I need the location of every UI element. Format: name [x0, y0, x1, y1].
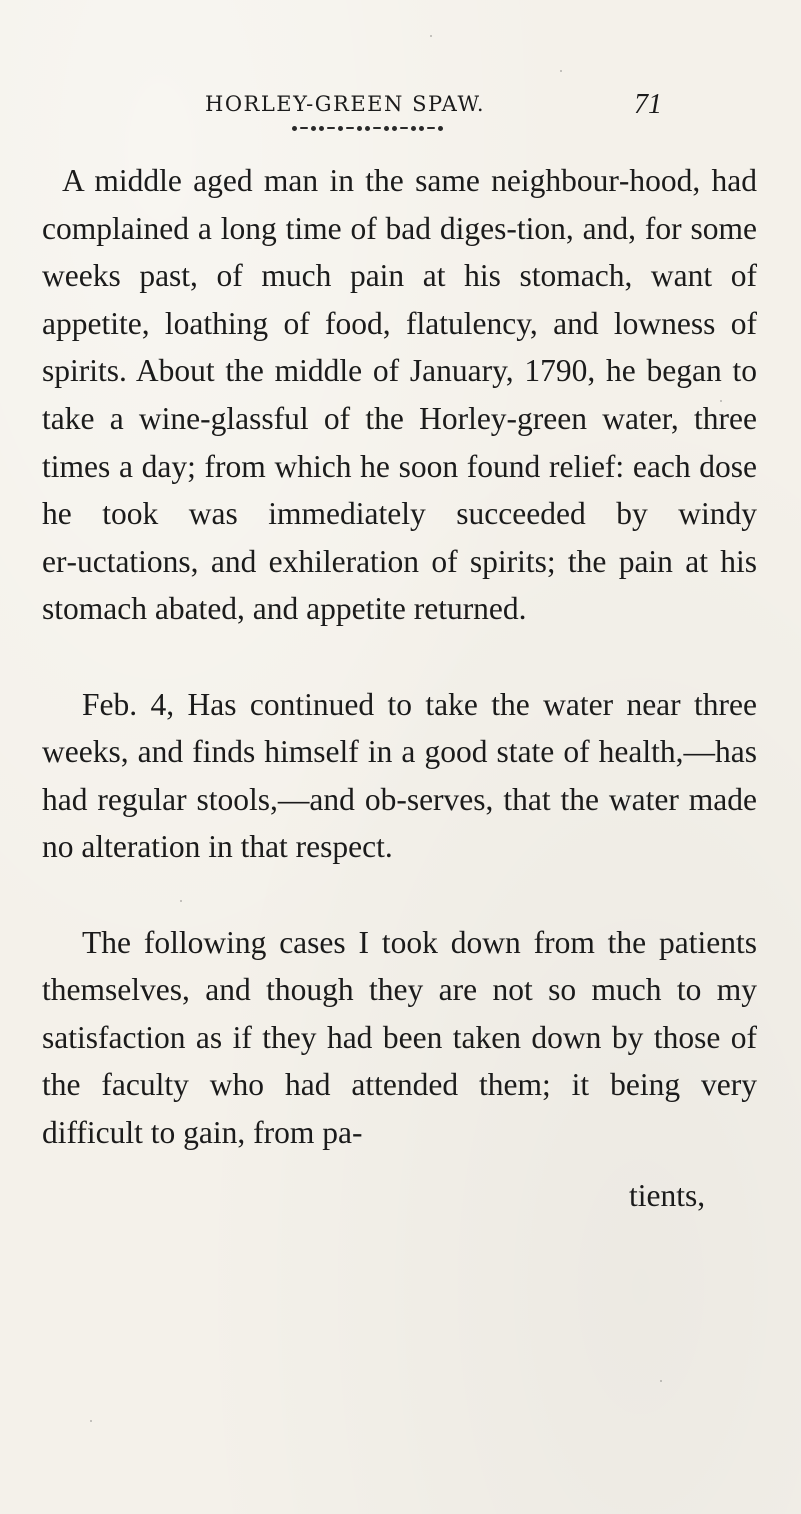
paper-speck: [560, 70, 562, 72]
paragraph-feb-entry: Feb. 4, Has continued to take the water near three weeks, and finds himself in a good state of health,—has had regular stools,—and ob‑serves, that the water made no alteration in that respect.: [42, 686, 757, 865]
paper-speck: [430, 35, 432, 37]
catchword: tients,: [629, 1178, 706, 1213]
paper-speck: [180, 900, 182, 902]
paragraph-case-description: A middle aged man in the same neighbour‑hood, had complained a long time of bad diges‑tion, and, for some weeks past, of much pain at his stomach, want of appetite, loathing of food, flatulency, and lowness of spirits. About the middle of January, 1790, he began to take a wine‑glassful of the Horley-green water, three times a day; from which he soon found relief: each dose he took was immediately succeeded by windy er‑uctations, and exhileration of spirits; the pain at his stomach abated, and appetite returned.: [42, 163, 757, 627]
paragraph-following-cases: The following cases I took down from the patients themselves, and though they are not so much to my satisfaction as if they had been taken down by those of the faculty who had attended them; it being very difficult to gain, from pa‑: [42, 924, 757, 1150]
page-number: 71: [634, 89, 662, 120]
body-text: [42, 157, 757, 1156]
paper-speck: [720, 400, 722, 402]
paper-speck: [660, 1380, 662, 1382]
header-ornament-rule: [292, 124, 452, 132]
paper-speck: [90, 1420, 92, 1422]
running-head: HORLEY-GREEN SPAW.: [205, 92, 486, 116]
